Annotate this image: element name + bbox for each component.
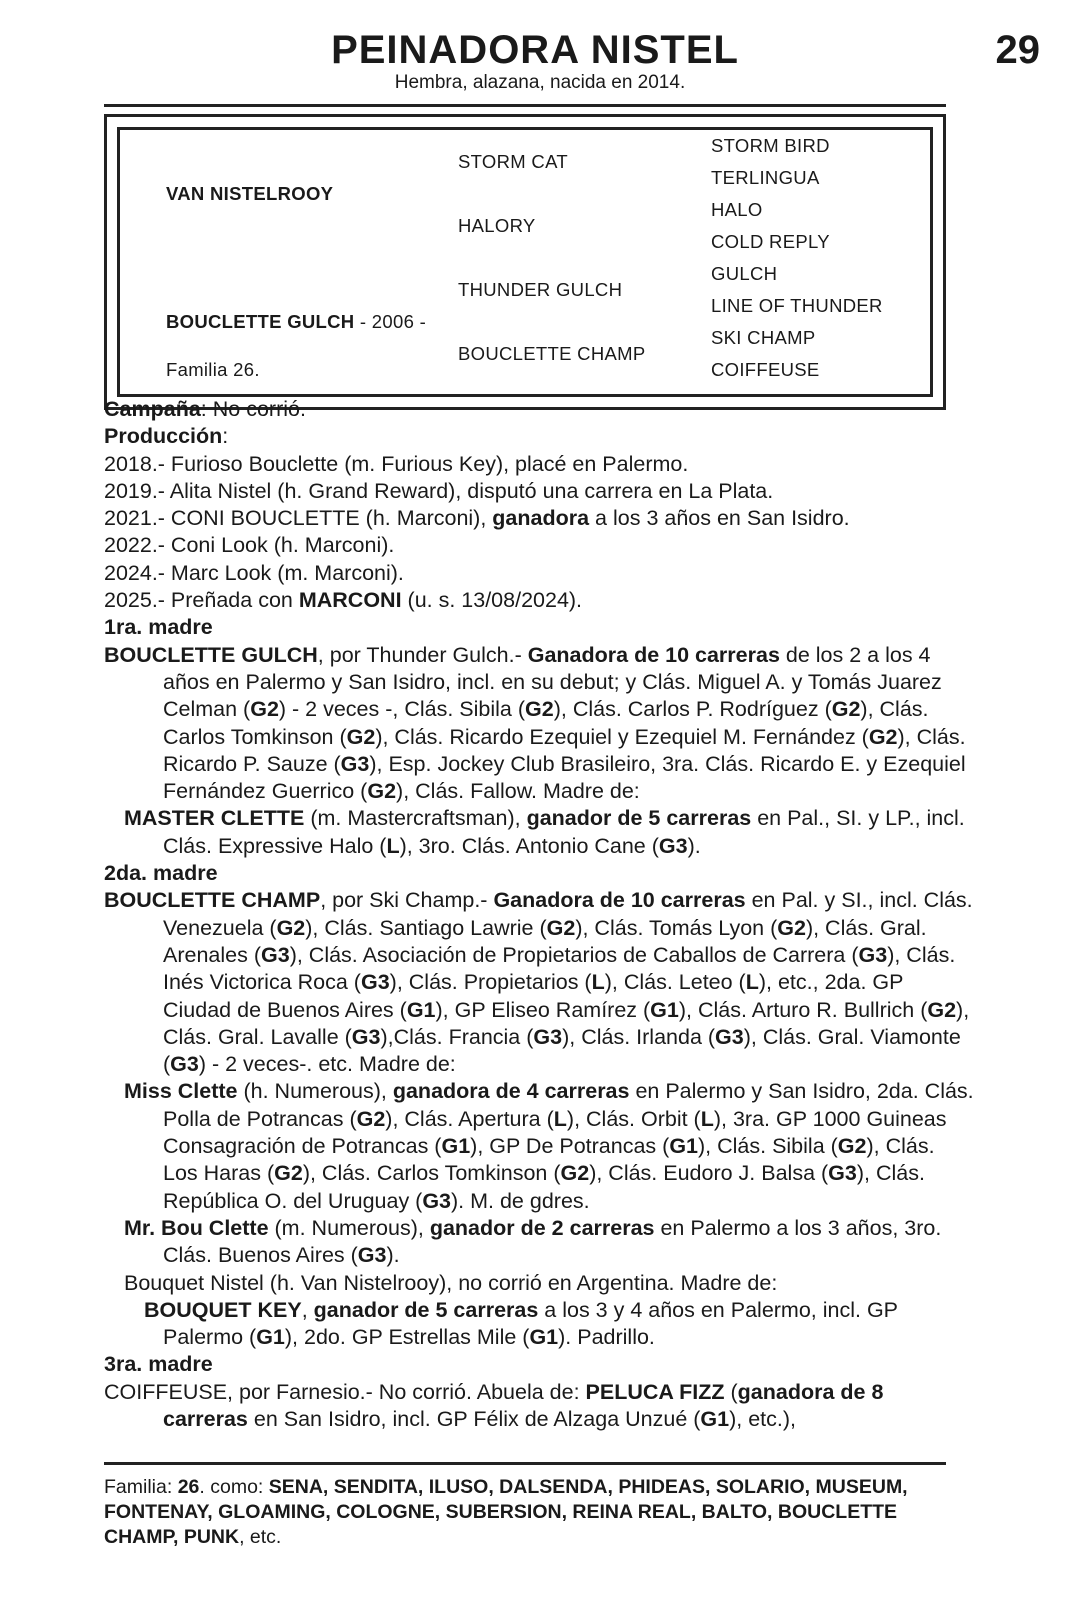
paragraph [104,805,974,860]
pedigree-dam [166,311,426,333]
paragraph [104,1215,974,1270]
bold-text: ganadora de 4 carreras [392,1079,630,1104]
bold-text: G3 [858,942,888,967]
text-run: ), Clás. Carlos Tomkinson ( [302,1161,561,1186]
text-run: ), 3ro. Clás. Antonio Cane ( [399,833,659,858]
bold-text: BOUQUET KEY [144,1297,302,1322]
text-run: ), Clás. República O. del Uruguay ( [163,1161,925,1213]
bold-text: Ganadora de 10 carreras [527,642,780,667]
text-run: ) - 2 veces -, Clás. Sibila ( [278,697,526,722]
bold-text: G1 [406,997,436,1022]
text-run: a los 3 años en San Isidro. [589,506,850,531]
pedigree-dam-name: BOUCLETTE GULCH [166,311,355,332]
bold-text: Miss Clette [124,1079,238,1104]
text-run: ), Clás. Gral. Arenales ( [163,915,927,967]
pedigree-great-grandparent: COLD REPLY [711,231,830,252]
text-run: en Palermo y San Isidro, 2da. Clás. Polla de Potrancas ( [163,1079,974,1131]
text-run: ), Clás. Inés Victorica Roca ( [163,942,956,995]
bold-text: L [700,1106,714,1131]
paragraph [104,1379,974,1434]
bold-text: Producción [104,424,223,449]
bold-text: L [745,970,759,995]
page-number: 29 [995,28,1040,72]
bold-text: ganador de 5 carreras [313,1297,539,1322]
bold-text: G1 [669,1134,698,1159]
bold-text: 3ra. madre [104,1352,213,1377]
text-run: ), Clás. Carlos P. Rodríguez ( [553,697,832,722]
page-title [0,28,1080,72]
pedigree-great-grandparent: HALO [711,199,763,220]
pedigree-sire: VAN NISTELROOY [166,183,334,204]
bold-text: ganador de 2 carreras [429,1215,655,1240]
bold-text: G2 [927,997,957,1022]
bold-text: 1ra. madre [104,615,213,640]
bold-text: G2 [250,697,279,722]
text-run: ), Clás. Ricardo Ezequiel y Ezequiel M. Fernández ( [375,724,869,749]
text-run: ), Clás. Orbit ( [566,1106,701,1131]
bold-text: G2 [525,697,554,722]
bold-text: G3 [828,1161,857,1186]
bold-text: G1 [441,1134,471,1159]
text-run: ), Clás. Santiago Lawrie ( [305,915,547,940]
horse-description: Hembra, alazana, nacida en 2014. [394,72,686,93]
bold-text: G3 [422,1188,452,1213]
text-run: ), Clás. Tomás Lyon ( [575,915,778,940]
family-footnote [104,1475,954,1550]
text-run: ). [386,1243,400,1268]
paragraph [104,887,974,1078]
text-run: ),Clás. Francia ( [380,1024,534,1049]
bold-text: G2 [346,724,376,749]
bold-text: MARCONI [298,588,402,613]
bold-text: SENA, SENDITA, ILUSO, DALSENDA, PHIDEAS, SOLARIO, MUSEUM, FONTENAY, GLOAMING, COLOGNE, SUBERSION, REINA REAL, BALTO, BOUCLETTE CHAMP, PUNK [104,1476,908,1548]
bold-text: G3 [533,1024,563,1049]
paragraph [104,1270,974,1297]
bold-text: G2 [837,1134,867,1159]
text-run: ), GP Eliseo Ramírez ( [435,997,651,1022]
paragraph [104,505,974,532]
bold-text: G2 [831,697,861,722]
paragraph [104,587,974,614]
text-run: ), Clás. Gral. Lavalle ( [163,997,970,1049]
paragraph [104,642,974,806]
text-run: de los 2 a los 4 años en Palermo y San Isidro, incl. en su debut; y Clás. Miguel A. y Tomás Juarez Celman ( [163,642,942,722]
pedigree-great-grandparent: GULCH [711,263,778,284]
pedigree-great-grandparent: STORM BIRD [711,135,830,156]
text-run: ), 2do. GP Estrellas Mile ( [284,1325,530,1350]
bold-text: BOUCLETTE CHAMP [104,888,321,913]
text-run: , [301,1297,314,1322]
pedigree-dam-year: - 2006 - [354,311,427,332]
bold-text: MASTER CLETTE [124,806,305,831]
bold-text: Campaña [104,397,201,421]
pedigree-inner-frame [117,127,933,397]
text-run: ), Clás. Gral. Viamonte ( [163,1024,961,1077]
bold-text: G2 [274,1161,303,1186]
text-run: 2019.- Alita Nistel (h. Grand Reward), disputó una carrera en La Plata. [104,478,774,503]
text-run: : [222,424,229,449]
bold-text: G3 [360,970,390,995]
text-run: ) - 2 veces-. etc. Madre de: [198,1052,456,1077]
text-run: ), Clás. Irlanda ( [562,1024,716,1049]
section-heading [104,860,974,887]
text-run: en Pal., SI. y LP., incl. Clás. Expressive Halo ( [163,806,965,858]
text-run: (u. s. 13/08/2024). [401,588,583,613]
bottom-divider [104,1462,946,1465]
paragraph [104,532,974,559]
pedigree-great-grandparent: COIFFEUSE [711,359,820,380]
bold-text: G2 [868,724,898,749]
text-run: ). Padrillo. [558,1325,655,1350]
text-run: en Palermo a los 3 años, 3ro. Clás. Buenos Aires ( [163,1215,942,1268]
text-run: Bouquet Nistel (h. Van Nistelrooy), no corrió en Argentina. Madre de: [124,1270,778,1295]
text-run: ), Clás. Arturo R. Bullrich ( [678,997,928,1022]
text-run: . como: [199,1476,269,1498]
paragraph [104,451,974,478]
text-run: ), Clás. Los Haras ( [163,1134,935,1186]
bold-text: G3 [340,751,370,776]
text-run: ), etc., 2da. GP Ciudad de Buenos Aires ( [163,970,904,1022]
bold-text: PELUCA FIZZ [585,1379,725,1404]
text-run: 2021.- CONI BOUCLETTE (h. Marconi), [104,506,493,531]
text-run: (m. Mastercraftsman), [304,806,527,831]
bold-text: 2da. madre [104,861,218,886]
text-run: ), Clás. Apertura ( [385,1106,554,1131]
text-run: ), etc.), [729,1406,797,1431]
text-run: ( [724,1379,738,1404]
bold-text: 26 [177,1476,200,1498]
paragraph [104,478,974,505]
text-run: 2018.- Furioso Bouclette (m. Furious Key), placé en Palermo. [104,451,689,476]
text-run: ). M. de gdres. [451,1188,590,1213]
bold-text: G1 [529,1325,559,1350]
text-run: 2025.- Preñada con [104,588,299,613]
bold-text: L [386,833,400,858]
text-run: a los 3 y 4 años en Palermo, incl. GP Palermo ( [163,1297,898,1350]
pedigree-grandparent: BOUCLETTE CHAMP [458,343,646,364]
section-heading [104,1351,974,1378]
text-run: (h. Numerous), [237,1079,393,1104]
pedigree-great-grandparent: LINE OF THUNDER [711,295,883,316]
paragraph [104,1297,974,1352]
text-run: ), Clás. Leteo ( [604,970,746,995]
bold-text: G2 [546,915,576,940]
bold-text: ganadora de 8 carreras [163,1379,884,1431]
bold-text: G2 [777,915,806,940]
pedigree-family: Familia 26. [166,359,260,380]
text-run: ), 3ra. GP 1000 Guineas Consagración de Potrancas ( [163,1106,947,1159]
bold-text: L [591,970,605,995]
text-run: (m. Numerous), [268,1215,430,1240]
pedigree-table [104,114,946,410]
bold-text: G3 [170,1052,199,1077]
text-run: en San Isidro, incl. GP Félix de Alzaga Unzué ( [247,1406,701,1431]
text-run: : No corrió. [200,397,306,421]
top-divider [104,104,946,107]
pedigree-grandparent: THUNDER GULCH [458,279,623,300]
bold-text: G1 [256,1325,285,1350]
bold-text: G2 [560,1161,590,1186]
bold-text: G3 [658,833,688,858]
pedigree-great-grandparent: TERLINGUA [711,167,820,188]
text-run: 2024.- Marc Look (m. Marconi). [104,560,404,585]
text-run: ), Clás. Fallow. Madre de: [396,779,640,804]
text-run: ), Clás. Asociación de Propietarios de Caballos de Carrera ( [289,942,859,967]
text-run: ), Clás. Carlos Tomkinson ( [163,697,929,749]
pedigree-great-grandparent: SKI CHAMP [711,327,816,348]
bold-text: G2 [367,779,397,804]
bold-text: G2 [276,915,306,940]
text-run: COIFFEUSE, por Farnesio.- No corrió. Abuela de: [104,1379,586,1404]
paragraph [104,396,974,423]
text-run: ), Clás. Propietarios ( [389,970,592,995]
bold-text: ganadora [492,506,590,531]
bold-text: G3 [715,1024,744,1049]
bold-text: Mr. Bou Clette [124,1215,269,1240]
text-run: Familia: [104,1476,178,1498]
pedigree-grandparent: STORM CAT [458,151,568,172]
text-run: ), Clás. Sibila ( [698,1134,838,1159]
text-run: ). [687,833,701,858]
bold-text: G3 [357,1243,387,1268]
text-run: en Pal. y SI., incl. Clás. Venezuela ( [163,888,973,940]
text-run: ), Clás. Eudoro J. Balsa ( [589,1161,829,1186]
text-run: 2022.- Coni Look (h. Marconi). [104,533,395,558]
text-run: , por Ski Champ.- [320,888,494,913]
bold-text: G1 [650,997,679,1022]
bold-text: ganador de 5 carreras [526,806,752,831]
bold-text: L [553,1106,567,1131]
text-run: ), GP De Potrancas ( [470,1134,670,1159]
text-run: , etc. [239,1526,282,1548]
section-heading [104,614,974,641]
bold-text: G2 [356,1106,386,1131]
bold-text: G3 [351,1024,381,1049]
bold-text: G3 [261,942,290,967]
text-run: , por Thunder Gulch.- [317,642,528,667]
paragraph [104,1078,974,1214]
text-run: ), Clás. Ricardo P. Sauze ( [163,724,966,776]
horse-name: PEINADORA NISTEL [331,28,739,72]
pedigree-notes [104,396,974,1433]
paragraph [104,560,974,587]
pedigree-grandparent: HALORY [458,215,536,236]
paragraph [104,423,974,450]
text-run: ), Esp. Jockey Club Brasileiro, 3ra. Clás. Ricardo E. y Ezequiel Fernández Guerrico ( [163,751,966,804]
bold-text: BOUCLETTE GULCH [104,642,318,667]
bold-text: G1 [700,1406,730,1431]
bold-text: Ganadora de 10 carreras [493,888,746,913]
